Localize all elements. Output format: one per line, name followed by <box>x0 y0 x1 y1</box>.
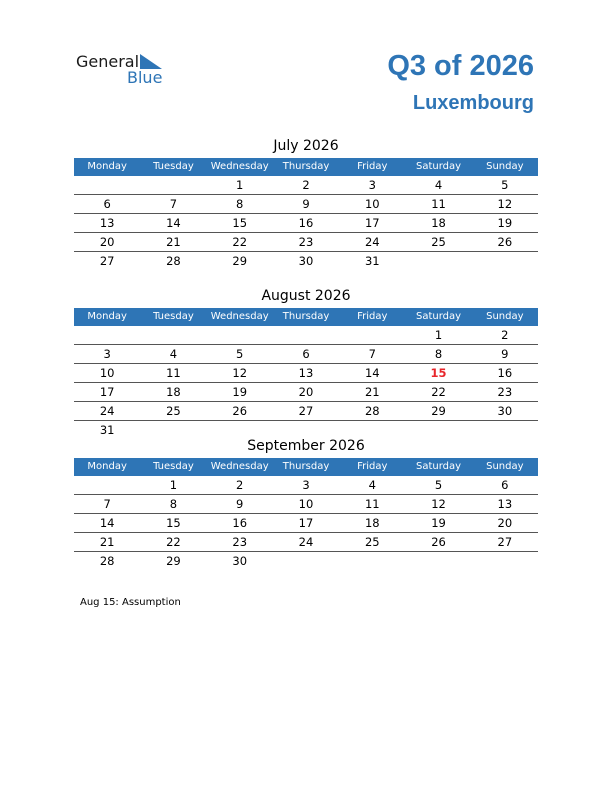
weekday-header: Thursday <box>282 311 330 322</box>
day-cell: 18 <box>364 516 380 530</box>
day-cell: 25 <box>364 535 380 549</box>
week-row <box>74 176 538 195</box>
day-cell: 30 <box>232 554 248 568</box>
logo-triangle-icon <box>140 54 162 69</box>
day-cell <box>74 176 140 194</box>
day-cell: 26 <box>232 404 248 418</box>
day-cell: 1 <box>169 478 178 492</box>
day-cell: 10 <box>298 497 314 511</box>
day-cell: 24 <box>298 535 314 549</box>
weekday-header: Wednesday <box>210 311 269 322</box>
page-title: Q3 of 2026 <box>387 50 534 82</box>
day-cell: 31 <box>99 423 115 437</box>
week-row <box>74 233 538 252</box>
day-cell: 17 <box>298 516 314 530</box>
day-cell: 6 <box>501 478 509 492</box>
day-cell: 14 <box>364 366 380 380</box>
week-row <box>74 214 538 233</box>
week-row <box>74 402 538 421</box>
day-cell: 7 <box>103 497 111 511</box>
day-cell: 18 <box>431 216 446 230</box>
weekday-header-row <box>74 158 538 176</box>
day-cell <box>207 326 273 344</box>
day-cell: 8 <box>169 497 178 511</box>
day-cell: 25 <box>166 404 181 418</box>
week-row <box>74 476 538 495</box>
day-cell: 28 <box>99 554 115 568</box>
weekday-header: Friday <box>357 311 388 322</box>
day-cell: 3 <box>368 178 376 192</box>
weekday-header: Sunday <box>486 311 524 322</box>
month-july <box>74 136 538 270</box>
day-cell: 7 <box>368 347 376 361</box>
day-cell: 13 <box>298 366 314 380</box>
day-cell: 5 <box>434 478 443 492</box>
day-cell: 20 <box>497 516 513 530</box>
weekday-header: Thursday <box>282 161 330 172</box>
month-september <box>74 436 538 570</box>
weekday-header: Sunday <box>486 461 524 472</box>
weekday-header: Wednesday <box>210 461 269 472</box>
holiday-notes <box>80 597 181 608</box>
day-cell <box>339 552 405 570</box>
day-cell: 29 <box>431 404 446 418</box>
day-cell: 1 <box>434 328 443 342</box>
week-row <box>74 383 538 402</box>
day-cell: 21 <box>99 535 115 549</box>
weekday-header: Tuesday <box>153 161 194 172</box>
day-cell <box>405 252 471 270</box>
week-row <box>74 514 538 533</box>
day-cell: 27 <box>497 535 513 549</box>
holiday-day-cell: 15 <box>430 366 447 380</box>
weekday-header: Thursday <box>282 461 330 472</box>
month-august <box>74 286 538 439</box>
logo <box>76 52 176 90</box>
weekday-header: Friday <box>357 461 388 472</box>
day-cell <box>140 176 206 194</box>
day-cell: 31 <box>364 254 380 268</box>
day-cell: 1 <box>236 178 244 192</box>
day-cell: 16 <box>497 366 513 380</box>
weekday-header-row <box>74 458 538 476</box>
day-cell: 16 <box>298 216 314 230</box>
weekday-header: Monday <box>87 311 127 322</box>
day-cell: 14 <box>166 216 181 230</box>
day-cell <box>74 326 140 344</box>
weekday-header: Saturday <box>416 311 462 322</box>
day-cell: 10 <box>364 197 380 211</box>
day-cell <box>472 552 538 570</box>
day-cell: 4 <box>169 347 178 361</box>
day-cell: 26 <box>431 535 446 549</box>
day-cell: 9 <box>236 497 244 511</box>
day-cell: 28 <box>166 254 181 268</box>
day-cell <box>273 326 339 344</box>
day-cell: 9 <box>302 197 310 211</box>
week-row <box>74 252 538 270</box>
day-cell: 8 <box>434 347 443 361</box>
country-name: Luxembourg <box>412 92 534 114</box>
week-row <box>74 326 538 345</box>
weekday-header: Tuesday <box>153 311 194 322</box>
day-cell: 30 <box>497 404 513 418</box>
day-cell <box>339 326 405 344</box>
day-cell: 29 <box>166 554 181 568</box>
day-cell: 23 <box>497 385 513 399</box>
day-cell: 13 <box>497 497 513 511</box>
week-row <box>74 364 538 383</box>
weekday-header: Saturday <box>416 461 462 472</box>
day-cell: 7 <box>169 197 178 211</box>
day-cell: 16 <box>232 516 248 530</box>
month-title: August 2026 <box>261 288 351 304</box>
day-cell: 17 <box>364 216 380 230</box>
day-cell: 3 <box>103 347 111 361</box>
day-cell: 18 <box>166 385 181 399</box>
day-cell <box>273 552 339 570</box>
week-row <box>74 533 538 552</box>
day-cell: 11 <box>364 497 380 511</box>
month-title: July 2026 <box>273 138 339 154</box>
weekday-header: Saturday <box>416 161 462 172</box>
day-cell: 11 <box>166 366 181 380</box>
weekday-header: Monday <box>87 161 127 172</box>
day-cell: 5 <box>236 347 244 361</box>
day-cell: 28 <box>364 404 380 418</box>
day-cell <box>74 476 140 494</box>
day-cell: 21 <box>166 235 181 249</box>
day-cell: 2 <box>302 178 310 192</box>
day-cell: 10 <box>99 366 115 380</box>
day-cell: 29 <box>232 254 248 268</box>
day-cell: 19 <box>431 516 446 530</box>
day-cell: 19 <box>497 216 513 230</box>
day-cell: 3 <box>302 478 310 492</box>
day-cell: 12 <box>431 497 446 511</box>
day-cell: 4 <box>434 178 443 192</box>
day-cell: 25 <box>431 235 446 249</box>
day-cell <box>140 326 206 344</box>
day-cell: 6 <box>103 197 111 211</box>
day-cell: 12 <box>497 197 513 211</box>
day-cell: 19 <box>232 385 248 399</box>
day-cell: 12 <box>232 366 248 380</box>
weekday-header: Monday <box>87 461 127 472</box>
logo-blue-text: Blue <box>127 68 163 87</box>
day-cell: 21 <box>364 385 380 399</box>
day-cell: 22 <box>232 235 248 249</box>
day-cell: 22 <box>166 535 181 549</box>
weekday-header: Sunday <box>486 161 524 172</box>
day-cell: 8 <box>236 197 244 211</box>
day-cell: 5 <box>501 178 509 192</box>
week-row <box>74 345 538 364</box>
day-cell: 17 <box>99 385 115 399</box>
weekday-header: Tuesday <box>153 461 194 472</box>
day-cell: 24 <box>364 235 380 249</box>
day-cell: 22 <box>431 385 446 399</box>
day-cell: 2 <box>501 328 509 342</box>
day-cell: 14 <box>99 516 115 530</box>
logo-general-text: General <box>76 52 140 71</box>
weekday-header-row <box>74 308 538 326</box>
day-cell: 2 <box>236 478 244 492</box>
day-cell: 26 <box>497 235 513 249</box>
day-cell: 4 <box>368 478 376 492</box>
day-cell: 6 <box>302 347 310 361</box>
holiday-note: Aug 15: Assumption <box>80 597 181 608</box>
day-cell: 27 <box>99 254 115 268</box>
week-row <box>74 495 538 514</box>
day-cell: 20 <box>99 235 115 249</box>
day-cell: 20 <box>298 385 314 399</box>
day-cell: 24 <box>99 404 115 418</box>
day-cell: 23 <box>232 535 248 549</box>
day-cell: 27 <box>298 404 314 418</box>
weekday-header: Wednesday <box>210 161 269 172</box>
day-cell: 30 <box>298 254 314 268</box>
week-row <box>74 195 538 214</box>
day-cell: 13 <box>99 216 115 230</box>
day-cell: 15 <box>166 516 181 530</box>
weekday-header: Friday <box>357 161 388 172</box>
day-cell <box>405 552 471 570</box>
day-cell: 15 <box>232 216 248 230</box>
day-cell: 9 <box>501 347 509 361</box>
day-cell <box>472 252 538 270</box>
day-cell: 23 <box>298 235 314 249</box>
day-cell: 11 <box>431 197 446 211</box>
month-title: September 2026 <box>247 438 365 454</box>
week-row <box>74 552 538 570</box>
